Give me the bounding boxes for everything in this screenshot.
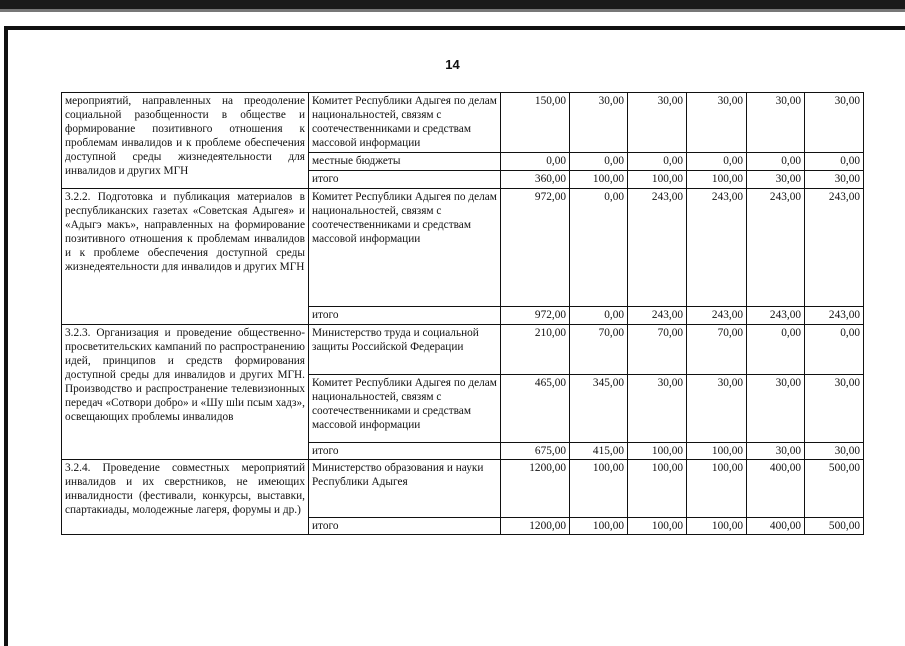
amount-cell: 100,00 [687,460,747,518]
amount-cell: 0,00 [570,153,628,171]
amount-cell: 400,00 [747,518,805,535]
amount-cell: 30,00 [570,93,628,153]
amount-cell: 100,00 [687,171,747,189]
amount-cell: 243,00 [747,189,805,307]
funding-source-cell: местные бюджеты [309,153,501,171]
amount-cell: 972,00 [501,189,570,307]
funding-source-cell: Министерство образования и науки Республики Адыгея [309,460,501,518]
amount-cell: 210,00 [501,325,570,375]
amount-cell: 0,00 [570,189,628,307]
amount-cell: 243,00 [687,189,747,307]
amount-cell: 500,00 [805,518,864,535]
funding-source-cell: Комитет Республики Адыгея по делам национальностей, связям с соотечественниками и средствам массовой информации [309,375,501,443]
amount-cell: 30,00 [687,375,747,443]
funding-source-cell: итого [309,443,501,460]
amount-cell: 150,00 [501,93,570,153]
amount-cell: 243,00 [747,307,805,325]
amount-cell: 243,00 [805,307,864,325]
amount-cell: 30,00 [805,375,864,443]
activity-cell: 3.2.3. Организация и проведение общественно-просветительских кампаний по распространению идей, принципов и средств формирования доступной среды для инвалидов и других МГН. Производство и распространение телевизионных передач «Сотвори добро» и «Шу шlи псым хадз», освещающих проблемы инвалидов [62,325,309,460]
amount-cell: 1200,00 [501,518,570,535]
amount-cell: 243,00 [628,189,687,307]
amount-cell: 360,00 [501,171,570,189]
amount-cell: 30,00 [805,443,864,460]
funding-source-cell: итого [309,171,501,189]
funding-source-cell: Комитет Республики Адыгея по делам национальностей, связям с соотечественниками и средствам массовой информации [309,189,501,307]
amount-cell: 400,00 [747,460,805,518]
page-number: 14 [445,57,460,72]
table-row [62,325,864,375]
amount-cell: 30,00 [628,375,687,443]
amount-cell: 70,00 [628,325,687,375]
amount-cell: 70,00 [687,325,747,375]
amount-cell: 0,00 [747,153,805,171]
amount-cell: 0,00 [805,153,864,171]
amount-cell: 30,00 [747,443,805,460]
amount-cell: 0,00 [570,307,628,325]
funding-source-cell: Министерство труда и социальной защиты Российской Федерации [309,325,501,375]
amount-cell: 1200,00 [501,460,570,518]
funding-source-cell: итого [309,518,501,535]
amount-cell: 100,00 [628,518,687,535]
amount-cell: 100,00 [687,518,747,535]
amount-cell: 465,00 [501,375,570,443]
activity-cell: мероприятий, направленных на преодоление социальной разобщенности в обществе и формирование позитивного отношения к проблемам инвалидов и к проблеме обеспечения доступной среды жизнедеятельности для инвалидов и других МГН [62,93,309,189]
scan-edge-shadow [0,9,905,12]
funding-source-cell: итого [309,307,501,325]
amount-cell: 30,00 [805,171,864,189]
amount-cell: 0,00 [628,153,687,171]
amount-cell: 100,00 [628,171,687,189]
budget-table [61,92,864,535]
amount-cell: 30,00 [687,93,747,153]
amount-cell: 243,00 [628,307,687,325]
amount-cell: 345,00 [570,375,628,443]
amount-cell: 500,00 [805,460,864,518]
amount-cell: 100,00 [570,460,628,518]
amount-cell: 70,00 [570,325,628,375]
amount-cell: 972,00 [501,307,570,325]
amount-cell: 415,00 [570,443,628,460]
amount-cell: 0,00 [805,325,864,375]
amount-cell: 675,00 [501,443,570,460]
table-row [62,460,864,518]
activity-cell: 3.2.2. Подготовка и публикация материалов в республиканских газетах «Советская Адыгея» и «Адыгэ макъ», направленных на формирование позитивного отношения к проблемам инвалидов и к проблеме обеспечения доступной среды жизнедеятельности для инвалидов и других МГН [62,189,309,325]
amount-cell: 0,00 [747,325,805,375]
amount-cell: 30,00 [628,93,687,153]
amount-cell: 30,00 [747,375,805,443]
amount-cell: 100,00 [628,443,687,460]
amount-cell: 243,00 [687,307,747,325]
amount-cell: 30,00 [747,171,805,189]
activity-cell: 3.2.4. Проведение совместных мероприятий инвалидов и их сверстников, не имеющих инвалидности (фестивали, конкурсы, выставки, спартакиады, молодежные лагеря, форумы и др.) [62,460,309,535]
amount-cell: 30,00 [805,93,864,153]
amount-cell: 100,00 [687,443,747,460]
scan-edge-top [0,0,905,9]
table-body [62,93,864,535]
table-row [62,93,864,153]
table-row [62,189,864,307]
amount-cell: 100,00 [570,171,628,189]
funding-source-cell: Комитет Республики Адыгея по делам национальностей, связям с соотечественниками и средствам массовой информации [309,93,501,153]
amount-cell: 100,00 [570,518,628,535]
amount-cell: 100,00 [628,460,687,518]
amount-cell: 30,00 [747,93,805,153]
amount-cell: 0,00 [687,153,747,171]
amount-cell: 243,00 [805,189,864,307]
amount-cell: 0,00 [501,153,570,171]
